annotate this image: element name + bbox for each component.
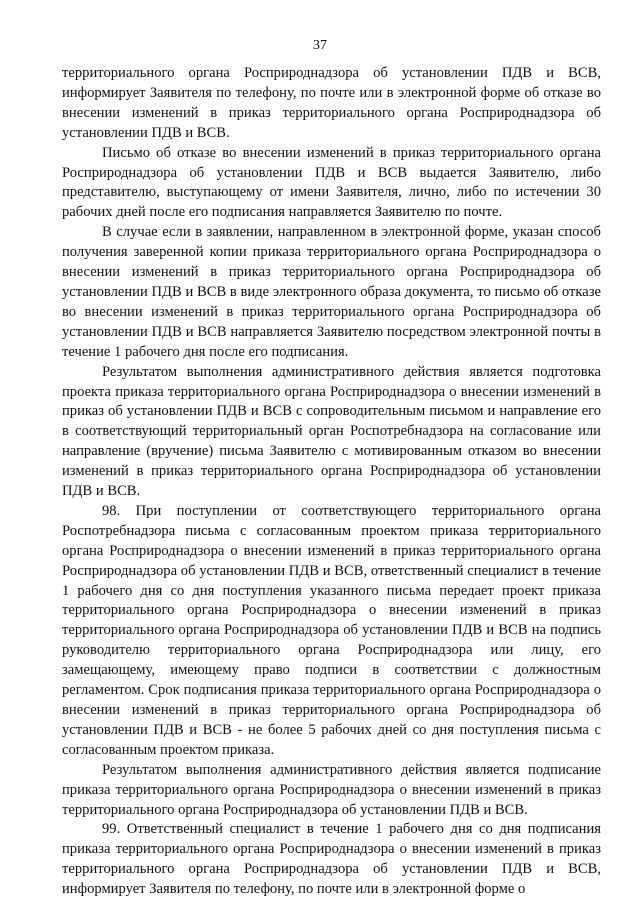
paragraph-refusal-letter: Письмо об отказе во внесении изменений в приказ территориального органа Росприроднадзора об установлении ПДВ и ВСВ выдается Заявителю, либо представителю, выступающему от имени Заявителя, лично, либо по истечении 30 рабочих дней после его подписания направляется Заявителю по почте. [62,144,601,221]
paragraph-item-98: 98. При поступлении от соответствующего территориального органа Роспотребнадзора письма с согласованным проектом приказа территориального органа Росприроднадзора о внесении изменений в приказ территориального органа Росприроднадзора об установлении ПДВ и ВСВ, ответственный специалист в течение 1 рабочего дня со дня поступления указанного письма передает проект приказа территориального органа Росприроднадзора о внесении изменений в приказ территориального органа Росприроднадзора об установлении ПДВ и ВСВ на подпись руководителю территориального органа Росприроднадзора или лицу, его замещающему, имеющему право подписи в соответствии с должностным регламентом. Срок подписания приказа территориального органа Росприроднадзора о внесении изменений в приказ территориального органа Росприроднадзора об установлении ПДВ и ВСВ - не более 5 рабочих дней со дня поступления письма с согласованным проектом приказа. [62,502,601,758]
document-body [62,64,601,900]
page-number: 37 [313,38,327,53]
paragraph-continuation: территориального органа Росприроднадзора об установлении ПДВ и ВСВ, информирует Заявителя по телефону, по почте или в электронной форме об отказе во внесении изменений в приказ территориального органа Росприроднадзора об установлении ПДВ и ВСВ. [62,65,601,141]
paragraph-electronic-delivery: В случае если в заявлении, направленном в электронной форме, указан способ получения заверенной копии приказа территориального органа Росприроднадзора о внесении изменений в приказ территориального органа Росприроднадзора об установлении ПДВ и ВСВ в виде электронного образа документа, то письмо об отказе во внесении изменений в приказ территориального органа Росприроднадзора об установлении ПДВ и ВСВ направляется Заявителю посредством электронной почты в течение 1 рабочего дня после его подписания. [62,224,601,360]
paragraph-item-99: 99. Ответственный специалист в течение 1 рабочего дня со дня подписания приказа территориального органа Росприроднадзора о внесении изменений в приказ территориального органа Росприроднадзора об установлении ПДВ и ВСВ, информирует Заявителя по телефону, по почте или в электронной форме о [62,821,601,898]
paragraph-result-signing: Результатом выполнения административного действия является подписание приказа территориального органа Росприроднадзора о внесении изменений в приказ территориального органа Росприроднадзора об установлении ПДВ и ВСВ. [62,761,601,818]
paragraph-result-preparation: Результатом выполнения административного действия является подготовка проекта приказа территориального органа Росприроднадзора о внесении изменений в приказ об установлении ПДВ и ВСВ с сопроводительным письмом и направление его в соответствующий территориальный орган Роспотребнадзора на согласование или направление (вручение) письма Заявителю с мотивированным отказом во внесении изменений в приказ территориального органа Росприроднадзора об установлении ПДВ и ВСВ. [62,363,601,500]
